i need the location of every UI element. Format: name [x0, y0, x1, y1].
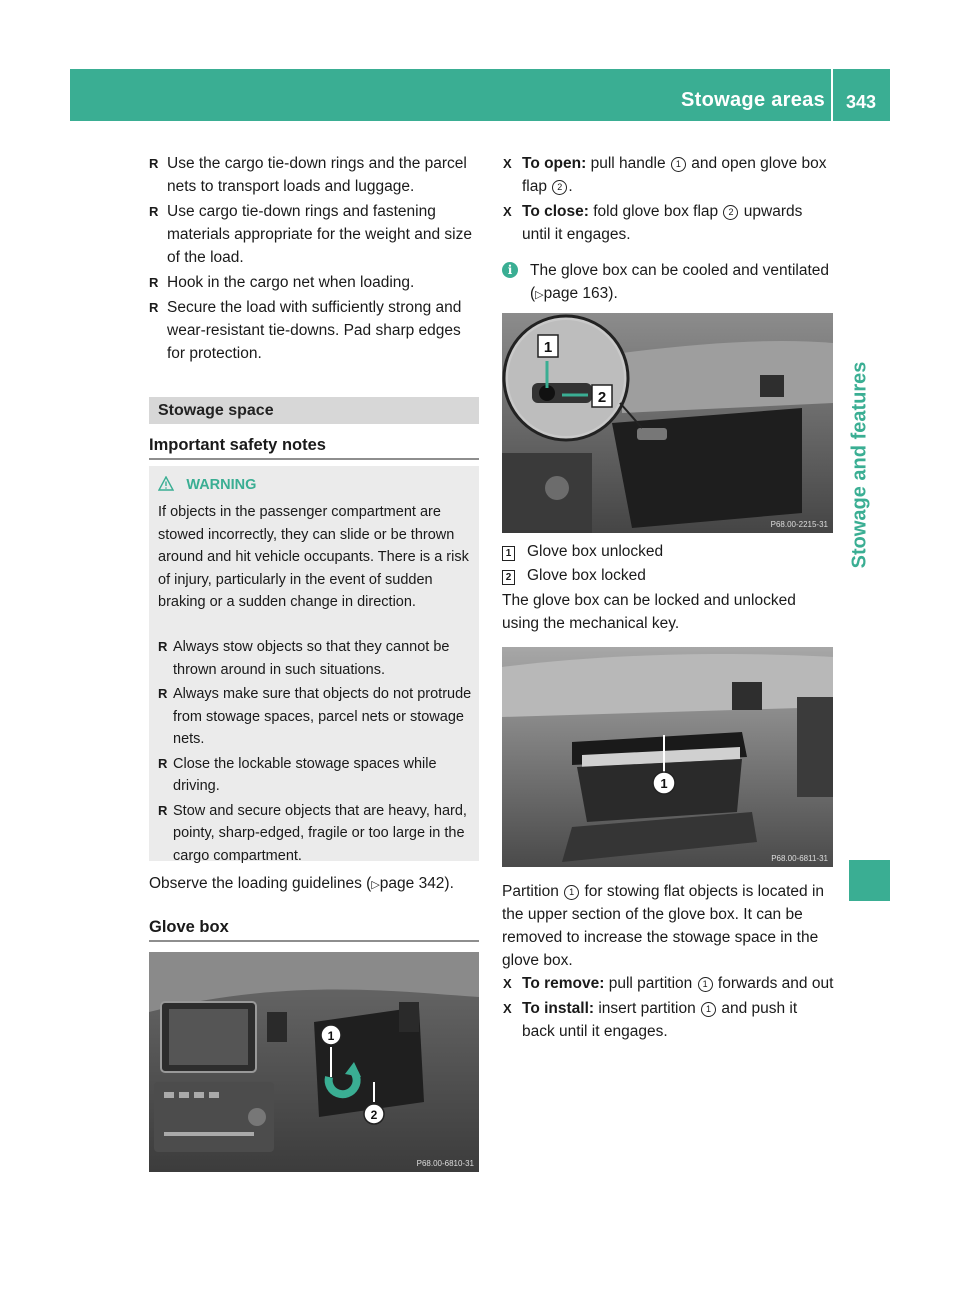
dashboard-illustration — [149, 952, 479, 1172]
svg-text:1: 1 — [543, 339, 553, 356]
step-open: X To open: pull handle 1 and open glove box flap 2 . — [502, 152, 834, 198]
warning-title: WARNING — [186, 477, 257, 493]
svg-text:P68.00-6810-31: P68.00-6810-31 — [416, 1159, 474, 1168]
page-header-title: Stowage areas — [681, 89, 825, 111]
open-close-steps — [502, 152, 834, 248]
svg-text:1: 1 — [327, 1029, 335, 1043]
glovebox-lock-photo — [502, 313, 833, 533]
page-number: 343 — [845, 92, 877, 112]
callout-1: 1 — [671, 157, 686, 172]
step-arrow-icon: X — [503, 156, 512, 171]
callout-1: 1 — [698, 977, 713, 992]
section-heading — [149, 397, 479, 424]
callout-2: 2 — [552, 180, 567, 195]
warning-bullets — [158, 636, 476, 867]
svg-text:1: 1 — [660, 776, 668, 791]
callout-1: 1 — [701, 1002, 716, 1017]
page-ref-link[interactable]: page 163). — [543, 285, 618, 302]
page-ref-triangle-icon: ▷ — [535, 289, 544, 301]
list-item: R Secure the load with sufficiently strong and wear-resistant tie-downs. Pad sharp edges for protection. — [149, 296, 481, 365]
glovebox-partition-photo — [502, 647, 833, 867]
callout-1: 1 — [564, 885, 579, 900]
legend-item: 2 Glove box locked — [502, 564, 834, 587]
side-tab-label: Stowage and features — [848, 361, 871, 569]
glovebox-title: Glove box — [149, 918, 229, 936]
glovebox-lock-illustration — [502, 313, 833, 533]
info-note: i The glove box can be cooled and ventilated (▷page 163). — [502, 259, 834, 307]
section-title: Stowage space — [158, 402, 274, 419]
side-tab — [845, 330, 875, 600]
warning-header — [158, 473, 256, 497]
dashboard-photo — [149, 952, 479, 1172]
header-divider — [831, 69, 833, 121]
list-item: R Always stow objects so that they cannot be thrown around in such situations. — [158, 636, 476, 681]
step-arrow-icon: X — [503, 1001, 512, 1016]
step-remove: X To remove: pull partition 1 forwards and out — [502, 972, 834, 995]
list-item: R Hook in the cargo net when loading. — [149, 271, 481, 294]
step-arrow-icon: X — [503, 976, 512, 991]
page-ref-link[interactable]: page 342). — [379, 875, 454, 892]
legend — [502, 540, 834, 635]
partition-paragraph: Partition 1 for stowing flat objects is located in the upper section of the glove box. It can be removed to increase the stowage space in the glove box. — [502, 883, 825, 969]
divider — [149, 458, 479, 460]
svg-text:2: 2 — [597, 389, 607, 406]
observe-paragraph: Observe the loading guidelines (▷page 342). — [149, 875, 454, 892]
list-item: R Always make sure that objects do not protrude from stowage spaces, parcel nets or stowage nets. — [158, 683, 476, 751]
divider — [149, 940, 479, 942]
left-bullets — [149, 152, 481, 365]
info-icon: i — [502, 262, 518, 278]
list-item: R Stow and secure objects that are heavy, hard, pointy, sharp-edged, fragile or too large in the cargo compartment. — [158, 800, 476, 868]
page-ref-triangle-icon: ▷ — [371, 879, 380, 891]
svg-text:2: 2 — [370, 1108, 378, 1122]
subsection-title: Important safety notes — [149, 436, 326, 454]
warning-text: If objects in the passenger compartment are stowed incorrectly, they can slide or be thrown around and hit vehicle occupants. There is a risk of injury, particularly in the event of sudden braking or a sudden change in direction. — [158, 504, 469, 610]
step-install: X To install: insert partition 1 and push it back until it engages. — [502, 997, 834, 1043]
lock-paragraph: The glove box can be locked and unlocked using the mechanical key. — [502, 592, 796, 632]
warning-triangle-icon — [158, 476, 174, 491]
warning-box — [149, 466, 479, 864]
list-item: R Use cargo tie-down rings and fastening materials appropriate for the weight and size of the load. — [149, 200, 481, 269]
step-close: X To close: fold glove box flap 2 upwards until it engages. — [502, 200, 834, 246]
step-arrow-icon: X — [503, 204, 512, 219]
remove-install-steps — [502, 972, 834, 1045]
glovebox-partition-illustration — [502, 647, 833, 867]
svg-text:P68.00-2215-31: P68.00-2215-31 — [770, 520, 828, 529]
list-item: R Close the lockable stowage spaces while driving. — [158, 753, 476, 798]
legend-item: 1 Glove box unlocked — [502, 540, 834, 563]
list-item: R Use the cargo tie-down rings and the parcel nets to transport loads and luggage. — [149, 152, 481, 198]
svg-text:P68.00-6811-31: P68.00-6811-31 — [771, 854, 828, 863]
callout-2: 2 — [723, 205, 738, 220]
side-tab-marker — [849, 860, 890, 901]
